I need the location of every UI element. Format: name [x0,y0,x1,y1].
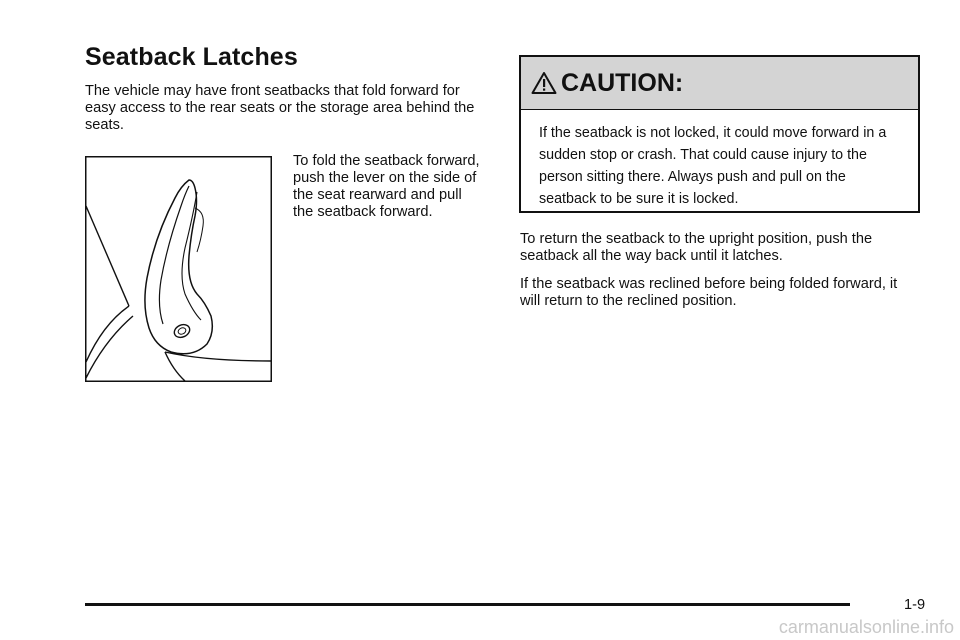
page-number: 1-9 [904,597,926,613]
caution-title: CAUTION: [561,68,684,97]
fold-instructions: To fold the seatback forward, push the lever on the side of the seat rearward and pull the seatback forward. [293,153,480,220]
footer-rule [85,603,850,606]
section-heading: Seatback Latches [85,43,298,71]
caution-header [521,57,918,110]
caution-box [519,55,920,213]
caution-text: If the seatback is not locked, it could move forward in a sudden stop or crash. That could cause injury to the person sitting there. Always push and pull on the seatback to be sure it is locked. [539,125,887,207]
intro-paragraph: The vehicle may have front seatbacks that fold forward for easy access to the rear seats or the storage area behind the seats. [85,83,475,133]
return-seatback-paragraph: To return the seatback to the upright position, push the seatback all the way back until it latches. [520,231,873,264]
watermark: carmanualsonline.info [778,617,954,637]
warning-triangle-icon [531,71,557,95]
reclined-seatback-paragraph: If the seatback was reclined before being folded forward, it will return to the reclined position. [520,276,898,309]
seatback-lever-illustration [85,156,272,382]
